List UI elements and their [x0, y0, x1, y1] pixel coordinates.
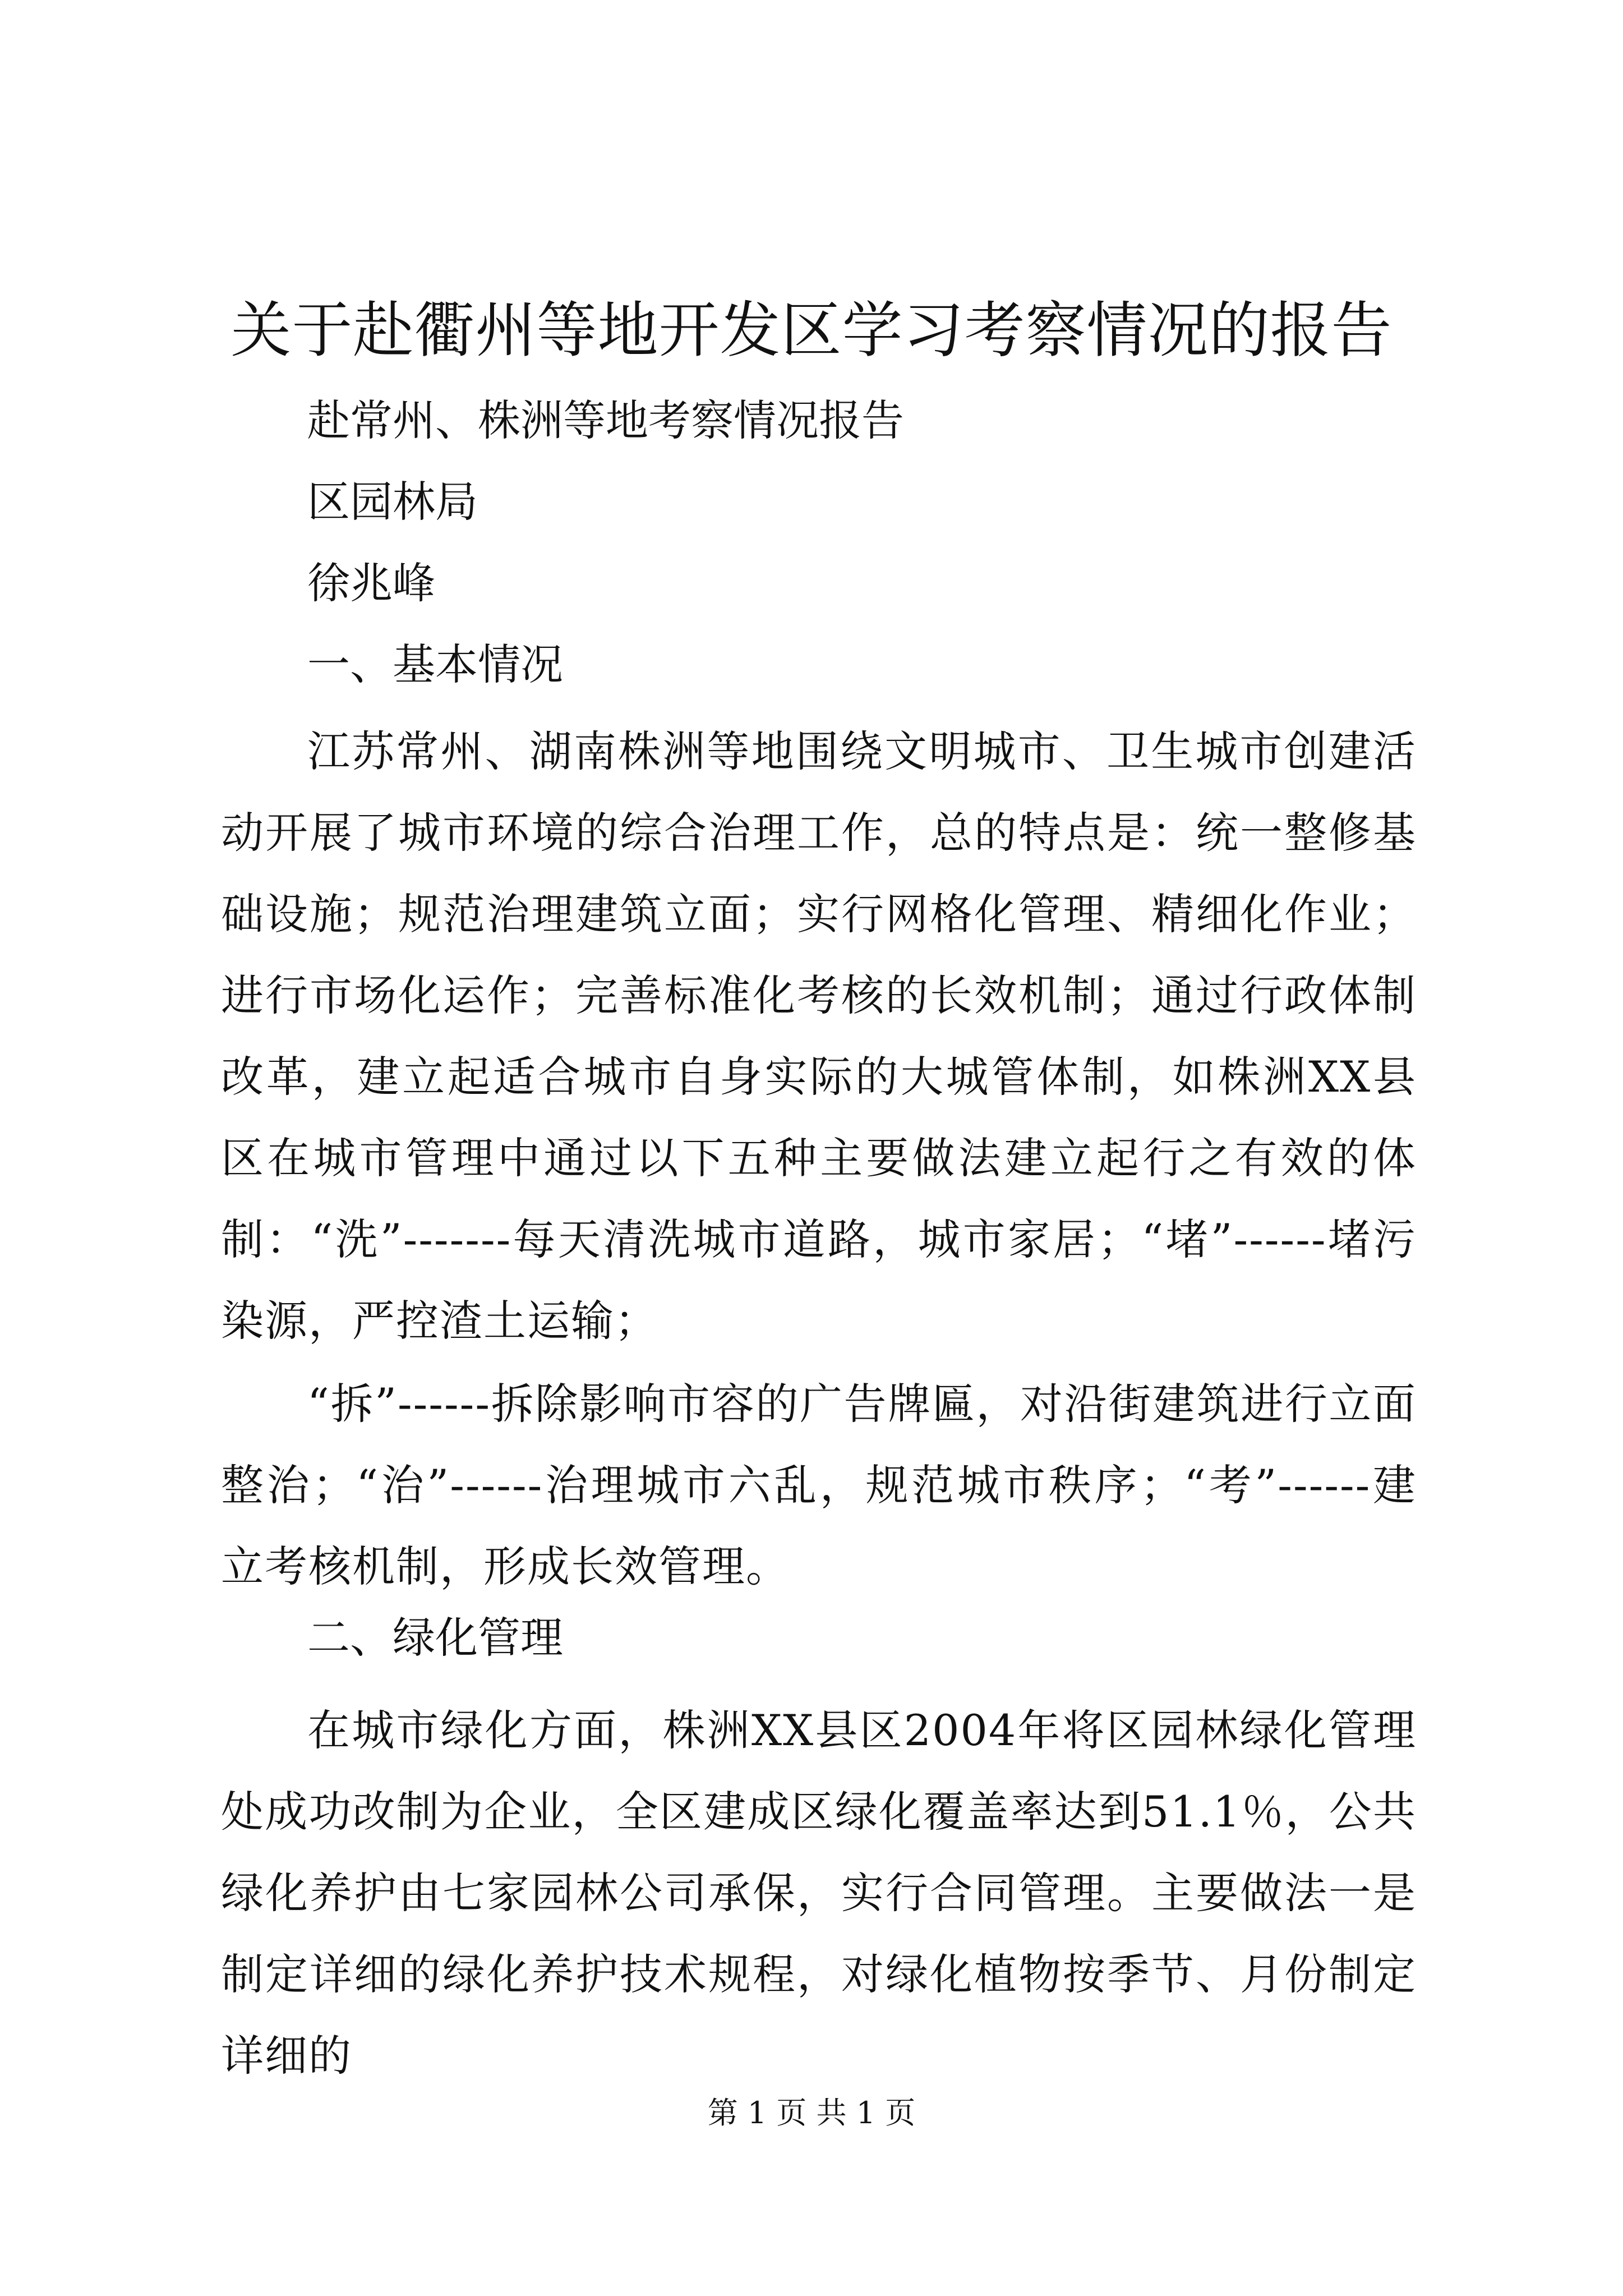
- section-heading-basic: 一、基本情况: [307, 639, 563, 689]
- paragraph-greening: 在城市绿化方面，株洲XX县区2004年将区园林绿化管理处成功改制为企业，全区建成区绿化覆盖率达到51.1％，公共绿化养护由七家园林公司承保，实行合同管理。主要做法一是制定详细的绿化养护技术规程，对绿化植物按季节、月份制定详细的: [221, 1705, 1417, 2081]
- paragraph-demolition: “拆”------拆除影响市容的广告牌匾，对沿街建筑进行立面整治；“治”------治理城市六乱，规范城市秩序；“考”------建立考核机制，形成长效管理。: [221, 1379, 1417, 1591]
- page-number: 第 1 页 共 1 页: [707, 2095, 916, 2131]
- organization: 区园林局: [307, 477, 478, 527]
- document-title: 关于赴衢州等地开发区学习考察情况的报告: [230, 296, 1393, 366]
- subtitle: 赴常州、株洲等地考察情况报告: [307, 395, 904, 445]
- section-heading-greening: 二、绿化管理: [307, 1613, 563, 1663]
- author: 徐兆峰: [307, 558, 435, 608]
- paragraph-basic-situation: 江苏常州、湖南株洲等地围绕文明城市、卫生城市创建活动开展了城市环境的综合治理工作，总的特点是：统一整修基础设施；规范治理建筑立面；实行网格化管理、精细化作业；进行市场化运作；完善标准化考核的长效机制；通过行政体制改革，建立起适合城市自身实际的大城管体制，如株洲XX县区在城市管理中通过以下五种主要做法建立起行之有效的体制：“洗”-------每天清洗城市道路，城市家居；“堵”------堵污染源，严控渣土运输；: [221, 726, 1417, 1346]
